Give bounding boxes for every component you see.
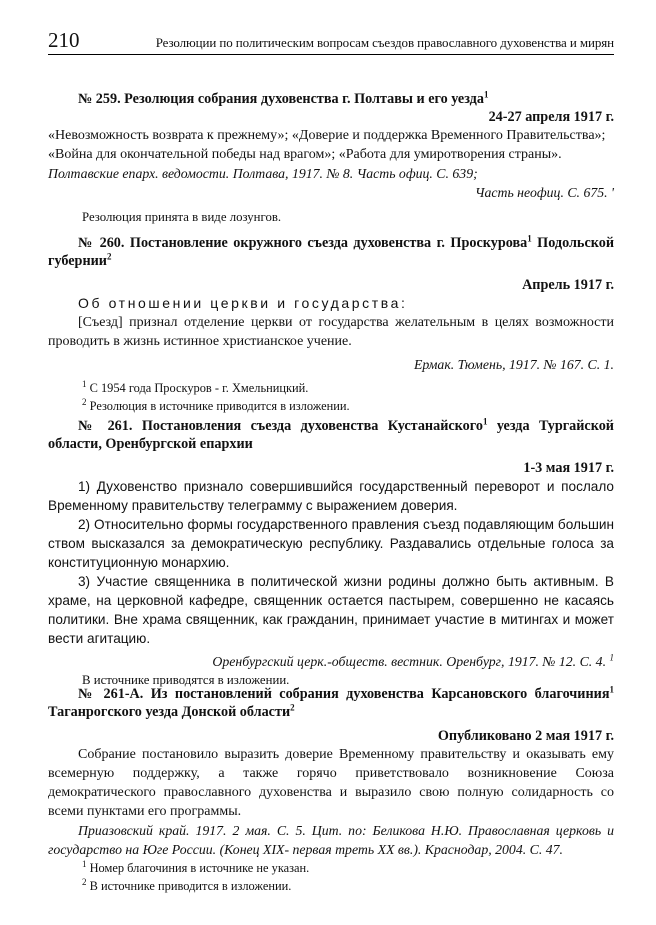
doc-261-item-1: 1) Духовенство признало совершившийся государственный переворот и послало Временному правительству телеграмму с выражением доверия. [48, 479, 614, 513]
doc-260-heading: Об отношении церкви и государства: [78, 295, 408, 311]
doc-260-footnote-1: $^1$ С 1954 года Проскуров - г. Хмельницкий. [82, 378, 309, 395]
running-title: Резолюции по политическим вопросам съездов православного духовенства и мирян [155, 35, 614, 50]
doc-259-note: Резолюция принята в виде лозунгов. [82, 210, 282, 224]
page [48, 28, 614, 893]
doc-261-date: 1-3 мая 1917 г. [523, 460, 614, 476]
doc-259-source-1: Полтавские епарх. ведомости. Полтава, 1917. № 8. Часть офиц. С. 639; [48, 166, 478, 181]
doc-259-title: № 259. Резолюция собрания духовенства г. Полтавы и его уезда$^1$ [78, 89, 489, 107]
page-number: 210 [48, 28, 80, 52]
doc-259-slogans-line-2: «Война для окончательной победы над врагом»; «Работа для умиротворения страны». [48, 147, 562, 162]
doc-261a-title: № 261-А. Из постановлений собрания духовенства Карсановского благочиния$^1$ Таганрогского уезда Донской области$^2$ [48, 684, 614, 720]
doc-260-body: [Съезд] признал отделение церкви от государства желательным в целях возможности проводить в жизнь истинное христианское учение. [48, 315, 614, 349]
doc-259-source-2: Часть неофиц. С. 675. ' [474, 185, 614, 200]
doc-261-item-2: 2) Относительно формы государственного правления съезд подавляющим большин ством высказался за демократическую республику. Раздавались отдельные голоса за конституционную монархию. [48, 517, 614, 570]
doc-261a-date: Опубликовано 2 мая 1917 г. [437, 728, 614, 744]
document-261 [48, 417, 614, 689]
doc-261-title: № 261. Постановления съезда духовенства Кустанайского$^1$ уезда Тургайской области, Оренбургской епархии [48, 416, 614, 452]
document-259 [48, 90, 614, 226]
running-header [48, 28, 614, 55]
doc-261-source: Оренбургский церк.-обществ. вестник. Оренбург, 1917. № 12. С. 4. $^1$ [212, 652, 614, 669]
document-260 [48, 234, 614, 415]
doc-261-item-3: 3) Участие священника в политической жизни родины должно быть активным. В храме, на церковной кафедре, священник остается пастырем, совершенно не касаясь политики. Вне храма священник, как гражданин, принимает участие в митингах и может вести агитацию. [48, 574, 614, 646]
doc-259-slogans-line-1: «Невозможность возврата к прежнему»; «Доверие и поддержка Временного Правительства»; [48, 128, 606, 143]
doc-261a-footnote-2: $^2$ В источнике приводится в изложении. [82, 876, 292, 893]
doc-259-date: 24-27 апреля 1917 г. [488, 109, 614, 125]
doc-261a-body: Собрание постановило выразить доверие Временному правительству и оказывать ему всемерную поддержку, а также горячо приветствовало возникновение Союза демократического православного духовенства и выразило свою полную солидарность со всеми пунктами его программы. [48, 747, 614, 819]
doc-261a-source: Приазовский край. 1917. 2 мая. С. 5. Цит. по: Беликова Н.Ю. Православная церковь и государство на Юге России. (Конец XIX- первая треть XX вв.). Краснодар, 2004. С. 47. [48, 823, 614, 857]
doc-260-source: Ермак. Тюмень, 1917. № 167. С. 1. [413, 357, 614, 372]
doc-260-date: Апрель 1917 г. [522, 277, 614, 293]
doc-260-footnote-2: $^2$ Резолюция в источнике приводится в изложении. [82, 396, 350, 413]
doc-261a-footnote-1: $^1$ Номер благочиния в источнике не указан. [82, 858, 310, 875]
document-261a [48, 685, 614, 895]
doc-260-title: № 260. Постановление окружного съезда духовенства г. Проскурова$^1$ Подольской губернии$^2$ [48, 233, 614, 269]
doc-261-note: В источнике приводятся в изложении. [82, 673, 290, 687]
